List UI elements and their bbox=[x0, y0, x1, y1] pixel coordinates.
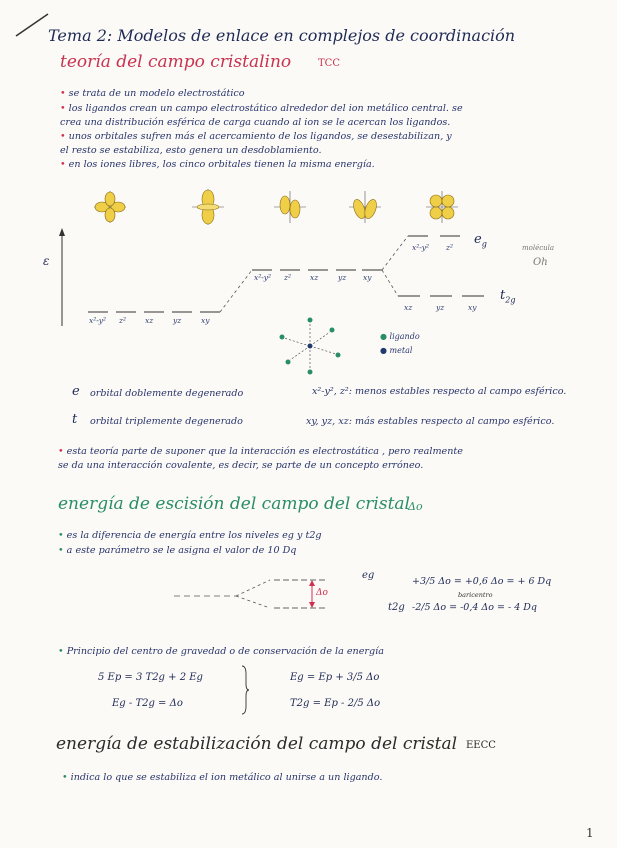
t2g-label: $t_{2g}$ bbox=[500, 288, 516, 305]
lower-energy-formula: -2/5 Δo = -0,4 Δo = - 4 Dq bbox=[412, 602, 538, 613]
delta-bullet-2: • a este parámetro se le asigna el valor de 10 Dq bbox=[58, 545, 296, 556]
sphere-orb-label: x²-y² bbox=[254, 273, 272, 282]
def-t-detail: xy, yz, xz: más estables respecto al campo esférico. bbox=[306, 416, 555, 427]
free-orb-label: z² bbox=[119, 316, 126, 325]
section-title-delta: energía de escisión del campo del cristal bbox=[58, 494, 410, 514]
def-e-symbol: e bbox=[72, 384, 80, 399]
free-orb-label: x²-y² bbox=[89, 316, 107, 325]
orbital-dx2y2-icon bbox=[94, 191, 126, 223]
legend-metal: ● metal bbox=[380, 346, 413, 355]
def-e-detail: x²-y², z²: menos estables respecto al campo esférico. bbox=[312, 386, 567, 397]
molecule-symbol: Oh bbox=[533, 257, 548, 268]
section-title-eecc: energía de estabilización del campo del cristal bbox=[56, 734, 458, 754]
sphere-orb-label: z² bbox=[284, 273, 291, 282]
free-orb-label: xz bbox=[145, 316, 154, 325]
intro-bullet-1: • se trata de un modelo electrostático bbox=[60, 88, 245, 99]
warning-line-2: se da una interacción covalente, es decir, se parte de un concepto erróneo. bbox=[58, 460, 424, 471]
eg-level-label: eg bbox=[362, 570, 375, 581]
energy-axis-label: ε bbox=[43, 254, 50, 268]
tcc-abbreviation: TCC bbox=[318, 58, 340, 69]
intro-bullet-2: • los ligandos crean un campo electrostático alrededor del ion metálico central. se bbox=[60, 103, 463, 114]
intro-bullet-3: • unos orbitales sufren más el acercamiento de los ligandos, se desestabilizan, y bbox=[60, 131, 452, 142]
sphere-orb-label: xy bbox=[363, 273, 372, 282]
eecc-abbreviation: EECC bbox=[466, 740, 496, 751]
baricentro-label: baricentro bbox=[458, 591, 493, 599]
page-number: 1 bbox=[586, 826, 594, 840]
principle-eq-4: T2g = Ep - 2/5 Δo bbox=[290, 698, 381, 709]
delta-bullet-1: • es la diferencia de energía entre los niveles eg y t2g bbox=[58, 530, 322, 541]
eg-orb-label: z² bbox=[446, 243, 453, 252]
free-orb-label: yz bbox=[173, 316, 182, 325]
brace-icon bbox=[238, 664, 250, 716]
d-orbitals-illustration bbox=[80, 182, 480, 232]
sphere-orb-label: xz bbox=[310, 273, 319, 282]
legend-ligando: ● ligando bbox=[380, 332, 420, 341]
orbital-dz2-icon bbox=[192, 189, 224, 225]
free-orb-label: xy bbox=[201, 316, 210, 325]
delta-symbol: Δo bbox=[408, 500, 423, 513]
principle-eq-2: Eg - T2g = Δo bbox=[112, 698, 183, 709]
upper-energy-formula: +3/5 Δo = +0,6 Δo = + 6 Dq bbox=[412, 576, 552, 587]
def-t-text: orbital triplemente degenerado bbox=[90, 416, 243, 427]
t2g-level-label: t2g bbox=[388, 602, 405, 613]
principle-eq-3: Eg = Ep + 3/5 Δo bbox=[290, 672, 380, 683]
t2g-orb-label: xy bbox=[468, 303, 477, 312]
delta-splitting-diagram bbox=[170, 568, 370, 618]
intro-bullet-2-cont: crea una distribución esférica de carga cuando al ion se le acercan los ligandos. bbox=[60, 117, 451, 128]
eg-label: $e_g$ bbox=[474, 232, 487, 249]
delta-arrow-label: Δo bbox=[316, 588, 328, 598]
corner-stroke-icon bbox=[12, 10, 52, 40]
orbital-dxy-icon bbox=[426, 191, 458, 223]
def-t-symbol: t bbox=[72, 412, 78, 427]
def-e-text: orbital doblemente degenerado bbox=[90, 388, 244, 399]
sphere-orb-label: yz bbox=[338, 273, 347, 282]
t2g-orb-label: xz bbox=[404, 303, 413, 312]
page-title: Tema 2: Modelos de enlace en complejos de coordinación bbox=[48, 26, 516, 45]
principle-heading: • Principio del centro de gravedad o de conservación de la energía bbox=[58, 646, 384, 657]
principle-eq-1: 5 Ep = 3 T2g + 2 Eg bbox=[98, 672, 203, 683]
intro-bullet-3-cont: el resto se estabiliza, esto genera un desdoblamiento. bbox=[60, 145, 322, 156]
eecc-bullet: • indica lo que se estabiliza el ion metálico al unirse a un ligando. bbox=[62, 772, 382, 783]
warning-line-1: • esta teoría parte de suponer que la interacción es electrostática , pero realmente bbox=[58, 446, 463, 457]
molecule-label: molécula bbox=[522, 244, 555, 252]
intro-bullet-4: • en los iones libres, los cinco orbitales tienen la misma energía. bbox=[60, 159, 375, 170]
orbital-dxz-icon bbox=[274, 191, 306, 223]
t2g-orb-label: yz bbox=[436, 303, 445, 312]
section-title-tcc: teoría del campo cristalino bbox=[60, 52, 292, 72]
eg-orb-label: x²-y² bbox=[412, 243, 430, 252]
octahedral-geometry-diagram bbox=[272, 316, 352, 376]
orbital-dyz-icon bbox=[349, 191, 381, 223]
